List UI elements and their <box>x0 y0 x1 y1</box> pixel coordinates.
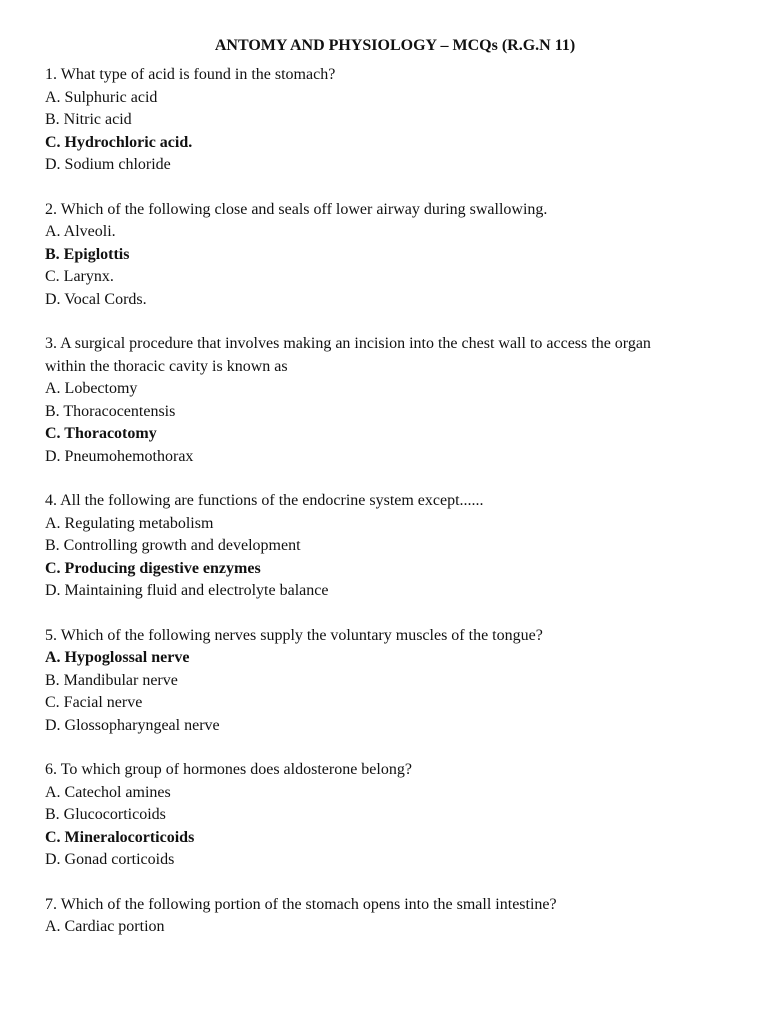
question-6 <box>45 759 735 872</box>
question-7 <box>45 894 735 939</box>
question-text: 2. Which of the following close and seals off lower airway during swallowing. <box>45 200 548 218</box>
option-a: A. Sulphuric acid <box>45 88 158 106</box>
option-b-correct: B. Epiglottis <box>45 245 130 263</box>
option-a: A. Lobectomy <box>45 380 138 397</box>
option-d: D. Pneumohemothorax <box>45 447 194 465</box>
option-b: B. Nitric acid <box>45 111 132 128</box>
option-a: A. Alveoli. <box>45 223 116 240</box>
option-d: D. Maintaining fluid and electrolyte balance <box>45 582 329 599</box>
option-a: A. Catechol amines <box>45 783 171 801</box>
option-d: D. Gonad corticoids <box>45 851 175 868</box>
option-b: B. Mandibular nerve <box>45 671 178 689</box>
option-c-correct: C. Hydrochloric acid. <box>45 133 193 151</box>
option-d: D. Vocal Cords. <box>45 290 147 308</box>
question-text: 5. Which of the following nerves supply the voluntary muscles of the tongue? <box>45 626 543 644</box>
question-1 <box>45 64 735 177</box>
option-c-correct: C. Thoracotomy <box>45 425 157 442</box>
option-c: C. Facial nerve <box>45 694 143 711</box>
question-text: 4. All the following are functions of the endocrine system except...... <box>45 492 484 509</box>
question-3 <box>45 333 735 468</box>
question-text: 6. To which group of hormones does aldosterone belong? <box>45 761 412 778</box>
document-page <box>45 33 735 961</box>
question-5 <box>45 625 735 738</box>
option-b: B. Controlling growth and development <box>45 537 301 554</box>
question-text: 1. What type of acid is found in the stomach? <box>45 66 336 83</box>
option-d: D. Sodium chloride <box>45 156 171 173</box>
option-b: B. Glucocorticoids <box>45 806 166 823</box>
option-c: C. Larynx. <box>45 268 114 285</box>
option-a: A. Regulating metabolism <box>45 514 214 532</box>
option-a-correct: A. Hypoglossal nerve <box>45 649 190 666</box>
option-a: A. Cardiac portion <box>45 918 165 935</box>
question-text: 3. A surgical procedure that involves making an incision into the chest wall to access the organ within the thoracic cavity is known as <box>45 335 651 375</box>
document-title: ANTOMY AND PHYSIOLOGY – MCQs (R.G.N 11) <box>214 37 576 54</box>
option-b: B. Thoracocentensis <box>45 402 176 420</box>
option-d: D. Glossopharyngeal nerve <box>45 716 220 734</box>
option-c-correct: C. Producing digestive enzymes <box>45 559 261 577</box>
question-4 <box>45 490 735 603</box>
question-2 <box>45 199 735 312</box>
option-c-correct: C. Mineralocorticoids <box>45 828 195 846</box>
question-text: 7. Which of the following portion of the stomach opens into the small intestine? <box>45 895 557 913</box>
